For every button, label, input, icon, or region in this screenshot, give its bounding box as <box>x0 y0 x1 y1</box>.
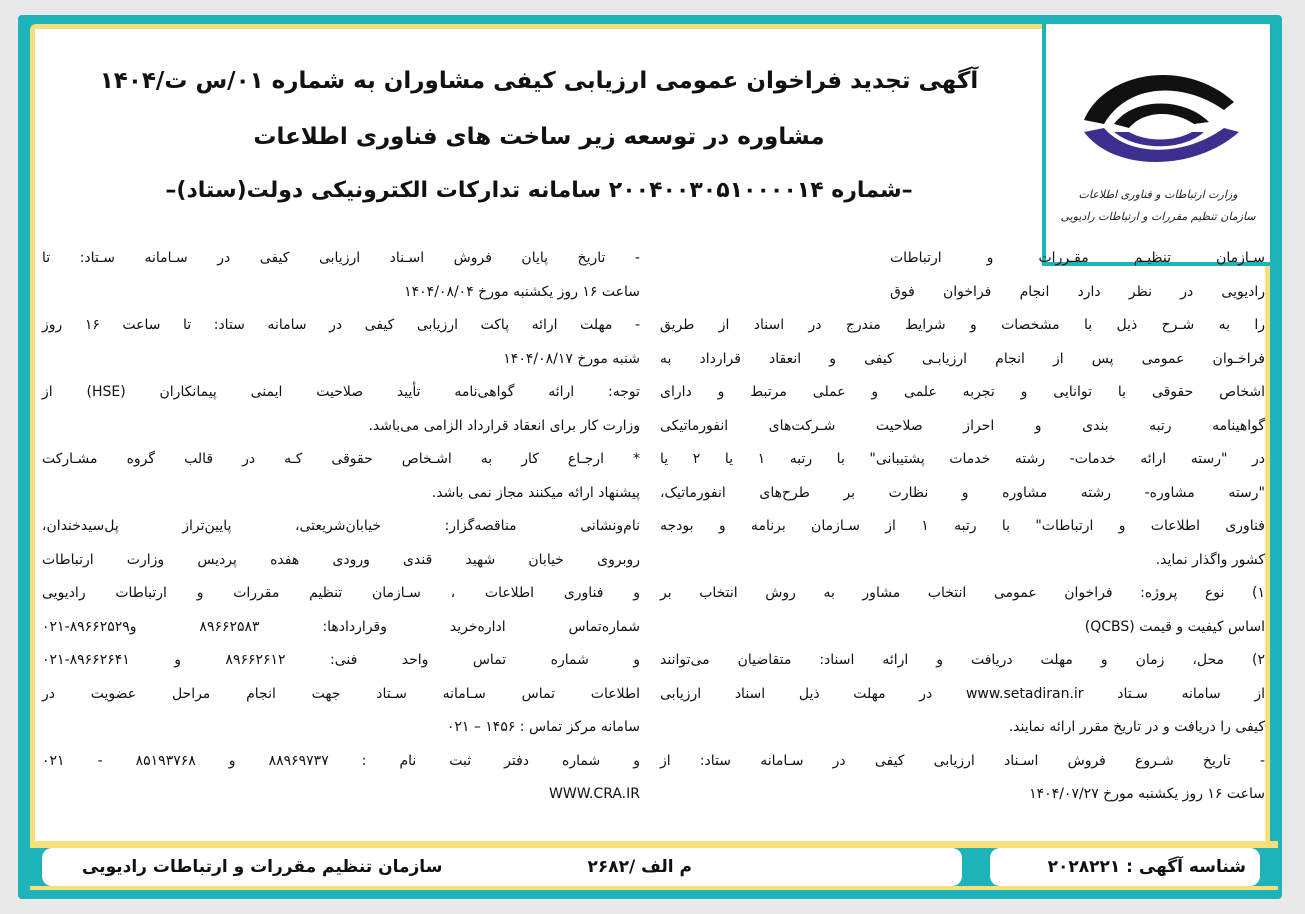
text-line: * ارجـاع کار به اشـخاص حقوقی کـه در قالب گروه مشـارکت <box>42 451 640 467</box>
logo-org-text: سازمان تنظیم مقررات و ارتباطات رادیویی <box>1060 210 1256 223</box>
title-line-2: مشاوره در توسعه زیر ساخت های فناوری اطلاعات <box>253 124 825 150</box>
text-line: نام‌ونشانی مناقصه‌گزار: خیابان‌شریعتی، پایین‌تراز پل‌سیدخندان، <box>42 518 640 534</box>
text-line: و شماره تماس واحد فنی: ۸۹۶۶۲۶۱۲ و ۸۹۶۶۲۶۴۱-۰۲۱ <box>42 652 640 668</box>
footer-code: م الف /۲۶۸۲ <box>587 857 692 877</box>
text-line: از سامانه سـتاد www.setadiran.ir در مهلت ذیل اسناد ارزیابی <box>660 685 1265 702</box>
text-line: کیفی را دریافت و در تاریخ مقرر ارائه نمایند. <box>1008 719 1265 735</box>
text-line: اطلاعات تماس سـامانه سـتاد جهت انجام مراحل عضویت در <box>42 685 640 702</box>
footer-org: سازمان تنظیم مقررات و ارتباطات رادیویی <box>82 857 443 877</box>
text-line: - تاریخ شـروع فروش اسـناد ارزیابی کیفی در سـامانه ستاد: از <box>660 752 1265 769</box>
text-line: اشخاص حقوقی با توانایی و تجربه علمی و عملی مرتبط و دارای <box>660 384 1265 400</box>
footer-band-top <box>30 841 1278 848</box>
website-text: WWW.CRA.IR <box>549 786 640 802</box>
text-line: سـازمان تنظیـم مقـررات و ارتباطات <box>890 250 1265 266</box>
text-line: وزارت کار برای انعقاد قرارداد الزامی می‌باشد. <box>368 417 640 434</box>
footer-band-bottom <box>30 886 1278 890</box>
logo-text <box>1052 184 1264 228</box>
logo-box <box>1042 24 1270 266</box>
text-line: ۲) محل، زمان و مهلت دریافت و ارائه اسناد: متقاضیان می‌توانند <box>660 652 1265 668</box>
text-line: پیشنهاد ارائه میکنند مجاز نمی باشد. <box>431 484 640 501</box>
text-line: ساعت ۱۶ روز یکشنبه مورخ ۱۴۰۴/۰۸/۰۴ <box>404 283 640 300</box>
text-line: ساعت ۱۶ روز یکشنبه مورخ ۱۴۰۴/۰۷/۲۷ <box>1029 786 1265 802</box>
text-line: و شماره دفتر ثبت نام : ۸۸۹۶۹۷۳۷ و ۸۵۱۹۳۷۶۸ - ۰۲۱ <box>42 752 640 769</box>
text-line: گواهینامه رتبه بندی و احراز صلاحیت شـرکت‌های انفورماتیکی <box>660 417 1265 434</box>
text-line: در "رسته ارائه خدمات- رشته خدمات پشتیبانی" با رتبه ۱ یا ۲ یا <box>660 451 1265 467</box>
text-line: و فناوری اطلاعات ، سـازمان تنظیم مقررات و ارتباطات رادیویی <box>42 585 640 601</box>
text-line: فراخـوان عمومی پس از انجام ارزیابـی کیفی و انعقاد قرارداد به <box>660 350 1265 367</box>
text-line: سامانه مرکز تماس : ۱۴۵۶ – ۰۲۱ <box>446 719 640 735</box>
text-line: توجه: ارائه گواهی‌نامه تأیید صلاحیت ایمنی پیمانکاران (HSE) از <box>42 384 641 400</box>
cra-logo-icon <box>1074 62 1244 172</box>
footer-main <box>42 848 962 886</box>
text-line: "رسته مشاوره- رشته مشاوره و نظارت بر طرح‌های انفورماتیک، <box>660 484 1265 501</box>
ad-id: شناسه آگهی : ۲۰۲۸۲۲۱ <box>990 848 1260 886</box>
text-line: شنبه مورخ ۱۴۰۴/۰۸/۱۷ <box>503 350 640 367</box>
text-line: کشور واگذار نماید. <box>1155 551 1265 568</box>
text-line: شماره‌تماس اداره‌خرید وقراردادها: ۸۹۶۶۲۵۸۳ و۸۹۶۶۲۵۲۹-۰۲۱ <box>42 618 640 635</box>
footer <box>30 848 1278 886</box>
text-line: ۱) نوع پروژه: فراخوان عمومی انتخاب مشاور به روش انتخاب بر <box>660 585 1265 601</box>
logo-ministry-text: وزارت ارتباطات و فناوری اطلاعات <box>1078 188 1238 201</box>
text-line: را به شـرح ذیل با مشخصات و شرایط مندرج در اسناد از طریق <box>660 317 1265 333</box>
text-line: فناوری اطلاعات و ارتباطات" با رتبه ۱ از سـازمان برنامه و بودجه <box>660 518 1265 534</box>
text-line: رادیویی در نظر دارد انجام فراخوان فوق <box>890 283 1265 300</box>
title-line-1: آگهی تجدید فراخوان عمومی ارزیابی کیفی مشاوران به شماره ۰۱/س ت/۱۴۰۴ <box>99 68 979 94</box>
text-line: اساس کیفیت و قیمت (QCBS) <box>1084 618 1265 635</box>
right-column <box>660 242 1265 812</box>
text-line: روبروی خیابان شهید قندی ورودی هفده پردیس وزارت ارتباطات <box>42 551 640 568</box>
text-line: - مهلت ارائه پاکت ارزیابی کیفی در سامانه ستاد: تا ساعت ۱۶ روز <box>42 317 640 333</box>
left-column <box>42 242 640 812</box>
text-line: - تاریخ پایان فروش اسـناد ارزیابی کیفی در سـامانه سـتاد: تا <box>42 250 640 266</box>
title-line-3: –شماره ۲۰۰۴۰۰۳۰۵۱۰۰۰۰۱۴ سامانه تدارکات الکترونیکی دولت(ستاد)– <box>165 178 913 203</box>
